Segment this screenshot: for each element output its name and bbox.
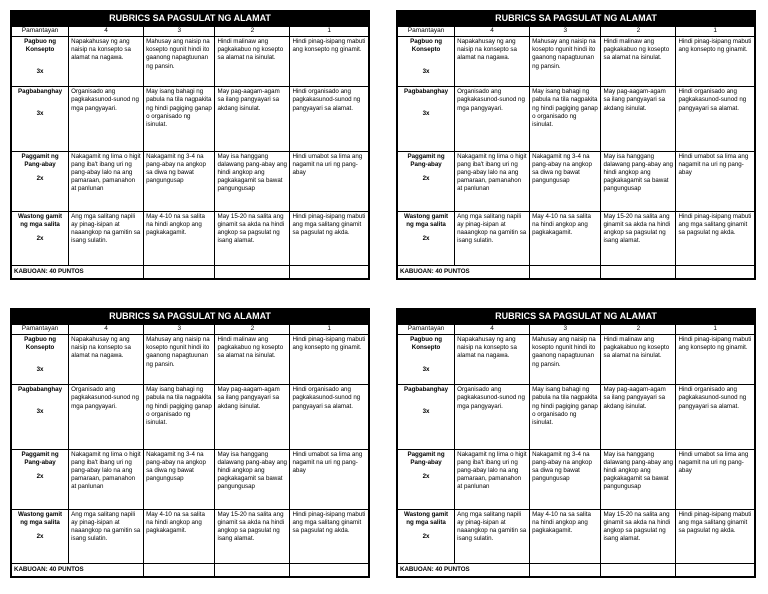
criterion-multiplier: 2x	[36, 472, 44, 480]
criterion-cell	[398, 509, 455, 563]
score-header: 3	[144, 325, 215, 335]
score-header: 1	[290, 325, 369, 335]
score-header: 3	[530, 325, 601, 335]
criterion-multiplier: 2x	[422, 235, 430, 243]
descriptor-cell: May isang bahagi ng pabula na tila nagpakita ng hindi pagiging ganap o organisado ng isinulat.	[144, 87, 215, 151]
criterion-cell	[12, 151, 69, 211]
descriptor-cell: Hindi pinag-isipang mabuti ang mga salitang ginamit sa pagsulat ng akda.	[290, 211, 369, 265]
rubric-table	[396, 10, 756, 280]
descriptor-cell: Hindi pinag-isipang mabuti ang konsepto ng ginamit.	[290, 335, 369, 385]
rubric-title: RUBRICS SA PAGSULAT NG ALAMAT	[398, 12, 755, 27]
descriptor-cell: Hindi pinag-isipang mabuti ang konsepto ng ginamit.	[676, 37, 755, 87]
empty-cell	[290, 265, 369, 278]
criterion-cell	[12, 449, 69, 509]
descriptor-cell: Nakagamit ng lima o higit pang iba't ibang uri ng pang-abay lalo na ang pamaraan, pamanahon at panlunan	[69, 151, 144, 211]
descriptor-cell: Organisado ang pagkakasunod-sunod ng mga pangyayari.	[455, 385, 530, 449]
criterion-label: Pagbuo ng Konsepto	[24, 38, 57, 54]
criterion-multiplier: 2x	[36, 235, 44, 243]
descriptor-cell: Hindi umabot sa lima ang nagamit na uri ng pang-abay	[290, 151, 369, 211]
descriptor-cell: Ang mga salitang napili ay pinag-isipan at naaangkop na gamitin sa isang sulatin.	[455, 509, 530, 563]
descriptor-cell: Hindi organisado ang pagkakasunod-sunod ng pangyayari sa alamat.	[290, 87, 369, 151]
criterion-label: Pagbabanghay	[404, 88, 449, 96]
descriptor-cell: Hindi pinag-isipang mabuti ang mga salitang ginamit sa pagsulat ng akda.	[290, 509, 369, 563]
empty-cell	[676, 563, 755, 576]
empty-cell	[530, 265, 601, 278]
criterion-cell	[398, 211, 455, 265]
rubric-grid	[397, 309, 755, 577]
descriptor-cell: May 4-10 na sa salita na hindi angkop ang pagkakagamit.	[530, 211, 601, 265]
descriptor-cell: May 4-10 na sa salita na hindi angkop ang pagkakagamit.	[144, 211, 215, 265]
descriptor-cell: May isang bahagi ng pabula na tila nagpakita ng hindi pagiging ganap o organisado ng isinulat.	[530, 87, 601, 151]
score-header: 2	[215, 27, 290, 37]
score-header: 4	[455, 27, 530, 37]
rubric-table	[396, 308, 756, 578]
descriptor-cell: May 15-20 na salita ang ginamit sa akda na hindi angkop sa pagsulat ng isang alamat.	[215, 509, 290, 563]
criterion-label: Paggamit ng Pang-abay	[407, 152, 445, 168]
criterion-label: Wastong gamit ng mga salita	[403, 212, 449, 228]
descriptor-cell: Hindi malinaw ang pagkakabuo ng kosepto sa alamat na isinulat.	[601, 335, 676, 385]
criterion-label: Wastong gamit ng mga salita	[17, 510, 63, 526]
descriptor-cell: Hindi malinaw ang pagkakabuo ng kosepto sa alamat na isinulat.	[215, 37, 290, 87]
criterion-label: Pagbabanghay	[404, 386, 449, 394]
rubric-grid	[11, 11, 369, 279]
criterion-label: Pagbuo ng Konsepto	[24, 336, 57, 352]
descriptor-cell: Hindi pinag-isipang mabuti ang mga salitang ginamit sa pagsulat ng akda.	[676, 211, 755, 265]
criterion-label: Paggamit ng Pang-abay	[407, 450, 445, 466]
descriptor-cell: Hindi malinaw ang pagkakabuo ng kosepto sa alamat na isinulat.	[601, 37, 676, 87]
descriptor-cell: Hindi malinaw ang pagkakabuo ng kosepto sa alamat na isinulat.	[215, 335, 290, 385]
descriptor-cell: Hindi umabot sa lima ang nagamit na uri ng pang-abay	[290, 449, 369, 509]
rubric-grid	[397, 11, 755, 279]
criterion-label: Pagbabanghay	[18, 386, 63, 394]
descriptor-cell: Napakahusay ng ang naisip na konsepto sa alamat na nagawa.	[455, 335, 530, 385]
criterion-multiplier: 3x	[36, 366, 44, 374]
criterion-multiplier: 2x	[36, 533, 44, 541]
descriptor-cell: Hindi organisado ang pagkakasunod-sunod ng pangyayari sa alamat.	[676, 385, 755, 449]
empty-cell	[601, 265, 676, 278]
descriptor-cell: May isa hanggang dalawang pang-abay ang hindi angkop ang pagkakagamit sa bawat pangungusap	[215, 151, 290, 211]
criterion-cell	[12, 509, 69, 563]
score-header: 2	[601, 27, 676, 37]
criterion-multiplier: 3x	[36, 110, 44, 118]
empty-cell	[290, 563, 369, 576]
total-points: KABUOAN: 40 PUNTOS	[12, 563, 144, 576]
rubric-title: RUBRICS SA PAGSULAT NG ALAMAT	[12, 12, 369, 27]
criterion-cell	[12, 335, 69, 385]
criterion-multiplier: 2x	[422, 533, 430, 541]
descriptor-cell: Nakagamit ng lima o higit pang iba't ibang uri ng pang-abay lalo na ang pamaraan, pamanahon at panlunan	[69, 449, 144, 509]
criterion-label: Wastong gamit ng mga salita	[17, 212, 63, 228]
criterion-cell	[398, 87, 455, 151]
descriptor-cell: Ang mga salitang napili ay pinag-isipan at naaangkop na gamitin sa isang sulatin.	[69, 509, 144, 563]
descriptor-cell: May isa hanggang dalawang pang-abay ang hindi angkop ang pagkakagamit sa bawat pangungusap	[601, 151, 676, 211]
descriptor-cell: Ang mga salitang napili ay pinag-isipan at naaangkop na gamitin sa isang sulatin.	[455, 211, 530, 265]
criterion-multiplier: 2x	[422, 174, 430, 182]
descriptor-cell: May isang bahagi ng pabula na tila nagpakita ng hindi pagiging ganap o organisado ng isinulat.	[530, 385, 601, 449]
descriptor-cell: May pag-aagam-agam sa ilang pangyayari sa akdang isinulat.	[601, 87, 676, 151]
descriptor-cell: Organisado ang pagkakasunod-sunod ng mga pangyayari.	[69, 87, 144, 151]
score-header: 4	[69, 27, 144, 37]
descriptor-cell: May isang bahagi ng pabula na tila nagpakita ng hindi pagiging ganap o organisado ng isinulat.	[144, 385, 215, 449]
criterion-label: Pagbuo ng Konsepto	[410, 336, 443, 352]
criteria-header: Pamantayan	[398, 27, 455, 37]
criterion-cell	[398, 449, 455, 509]
empty-cell	[215, 265, 290, 278]
rubric-grid	[11, 309, 369, 577]
descriptor-cell: Nakagamit ng 3-4 na pang-abay na angkop sa diwa ng bawat pangungusap	[144, 151, 215, 211]
total-points: KABUOAN: 40 PUNTOS	[12, 265, 144, 278]
descriptor-cell: May isa hanggang dalawang pang-abay ang hindi angkop ang pagkakagamit sa bawat pangungusap	[215, 449, 290, 509]
descriptor-cell: Hindi organisado ang pagkakasunod-sunod ng pangyayari sa alamat.	[676, 87, 755, 151]
descriptor-cell: Hindi pinag-isipang mabuti ang konsepto ng ginamit.	[290, 37, 369, 87]
descriptor-cell: Mahusay ang naisip na kosepto ngunit hindi ito gaanong napagtuunan ng pansin.	[144, 37, 215, 87]
descriptor-cell: Nakagamit ng lima o higit pang iba't ibang uri ng pang-abay lalo na ang pamaraan, pamanahon at panlunan	[455, 449, 530, 509]
total-points: KABUOAN: 40 PUNTOS	[398, 265, 530, 278]
score-header: 3	[530, 27, 601, 37]
criterion-multiplier: 3x	[422, 408, 430, 416]
empty-cell	[215, 563, 290, 576]
criterion-label: Pagbabanghay	[18, 88, 63, 96]
descriptor-cell: May isa hanggang dalawang pang-abay ang hindi angkop ang pagkakagamit sa bawat pangungusap	[601, 449, 676, 509]
criteria-header: Pamantayan	[398, 325, 455, 335]
descriptor-cell: May 4-10 na sa salita na hindi angkop ang pagkakagamit.	[144, 509, 215, 563]
descriptor-cell: Nakagamit ng 3-4 na pang-abay na angkop sa diwa ng bawat pangungusap	[530, 449, 601, 509]
score-header: 2	[215, 325, 290, 335]
descriptor-cell: May 15-20 na salita ang ginamit sa akda na hindi angkop sa pagsulat ng isang alamat.	[601, 211, 676, 265]
empty-cell	[530, 563, 601, 576]
descriptor-cell: Hindi umabot sa lima ang nagamit na uri ng pang-abay	[676, 151, 755, 211]
criterion-multiplier: 2x	[422, 472, 430, 480]
descriptor-cell: Nakagamit ng lima o higit pang iba't ibang uri ng pang-abay lalo na ang pamaraan, pamanahon at panlunan	[455, 151, 530, 211]
descriptor-cell: Ang mga salitang napili ay pinag-isipan at naaangkop na gamitin sa isang sulatin.	[69, 211, 144, 265]
descriptor-cell: Hindi organisado ang pagkakasunod-sunod ng pangyayari sa alamat.	[290, 385, 369, 449]
descriptor-cell: Mahusay ang naisip na kosepto ngunit hindi ito gaanong napagtuunan ng pansin.	[144, 335, 215, 385]
criterion-multiplier: 3x	[422, 366, 430, 374]
descriptor-cell: Nakagamit ng 3-4 na pang-abay na angkop sa diwa ng bawat pangungusap	[530, 151, 601, 211]
criterion-multiplier: 3x	[422, 68, 430, 76]
total-points: KABUOAN: 40 PUNTOS	[398, 563, 530, 576]
score-header: 3	[144, 27, 215, 37]
criterion-label: Paggamit ng Pang-abay	[21, 450, 59, 466]
criterion-cell	[12, 87, 69, 151]
criterion-cell	[398, 151, 455, 211]
descriptor-cell: Mahusay ang naisip na kosepto ngunit hindi ito gaanong napagtuunan ng pansin.	[530, 37, 601, 87]
descriptor-cell: May 15-20 na salita ang ginamit sa akda na hindi angkop sa pagsulat ng isang alamat.	[601, 509, 676, 563]
criterion-multiplier: 3x	[36, 408, 44, 416]
rubric-table	[10, 308, 370, 578]
descriptor-cell: Napakahusay ng ang naisip na konsepto sa alamat na nagawa.	[69, 37, 144, 87]
criterion-cell	[398, 335, 455, 385]
criteria-header: Pamantayan	[12, 325, 69, 335]
criterion-cell	[12, 37, 69, 87]
criterion-label: Wastong gamit ng mga salita	[403, 510, 449, 526]
descriptor-cell: Mahusay ang naisip na kosepto ngunit hindi ito gaanong napagtuunan ng pansin.	[530, 335, 601, 385]
descriptor-cell: May pag-aagam-agam sa ilang pangyayari sa akdang isinulat.	[601, 385, 676, 449]
score-header: 1	[676, 27, 755, 37]
score-header: 1	[290, 27, 369, 37]
descriptor-cell: Organisado ang pagkakasunod-sunod ng mga pangyayari.	[69, 385, 144, 449]
empty-cell	[601, 563, 676, 576]
criterion-cell	[12, 385, 69, 449]
descriptor-cell: May pag-aagam-agam sa ilang pangyayari sa akdang isinulat.	[215, 87, 290, 151]
descriptor-cell: Hindi umabot sa lima ang nagamit na uri ng pang-abay	[676, 449, 755, 509]
score-header: 4	[69, 325, 144, 335]
rubric-table	[10, 10, 370, 280]
descriptor-cell: Nakagamit ng 3-4 na pang-abay na angkop sa diwa ng bawat pangungusap	[144, 449, 215, 509]
score-header: 2	[601, 325, 676, 335]
criterion-cell	[398, 37, 455, 87]
empty-cell	[144, 265, 215, 278]
rubric-title: RUBRICS SA PAGSULAT NG ALAMAT	[12, 310, 369, 325]
descriptor-cell: Hindi pinag-isipang mabuti ang konsepto ng ginamit.	[676, 335, 755, 385]
criterion-label: Pagbuo ng Konsepto	[410, 38, 443, 54]
rubric-title: RUBRICS SA PAGSULAT NG ALAMAT	[398, 310, 755, 325]
descriptor-cell: May pag-aagam-agam sa ilang pangyayari sa akdang isinulat.	[215, 385, 290, 449]
descriptor-cell: May 4-10 na sa salita na hindi angkop ang pagkakagamit.	[530, 509, 601, 563]
criterion-label: Paggamit ng Pang-abay	[21, 152, 59, 168]
empty-cell	[144, 563, 215, 576]
descriptor-cell: Organisado ang pagkakasunod-sunod ng mga pangyayari.	[455, 87, 530, 151]
criterion-multiplier: 2x	[36, 174, 44, 182]
criterion-cell	[12, 211, 69, 265]
score-header: 4	[455, 325, 530, 335]
empty-cell	[676, 265, 755, 278]
criterion-multiplier: 3x	[36, 68, 44, 76]
descriptor-cell: Hindi pinag-isipang mabuti ang mga salitang ginamit sa pagsulat ng akda.	[676, 509, 755, 563]
criterion-cell	[398, 385, 455, 449]
descriptor-cell: May 15-20 na salita ang ginamit sa akda na hindi angkop sa pagsulat ng isang alamat.	[215, 211, 290, 265]
criterion-multiplier: 3x	[422, 110, 430, 118]
criteria-header: Pamantayan	[12, 27, 69, 37]
descriptor-cell: Napakahusay ng ang naisip na konsepto sa alamat na nagawa.	[69, 335, 144, 385]
descriptor-cell: Napakahusay ng ang naisip na konsepto sa alamat na nagawa.	[455, 37, 530, 87]
score-header: 1	[676, 325, 755, 335]
